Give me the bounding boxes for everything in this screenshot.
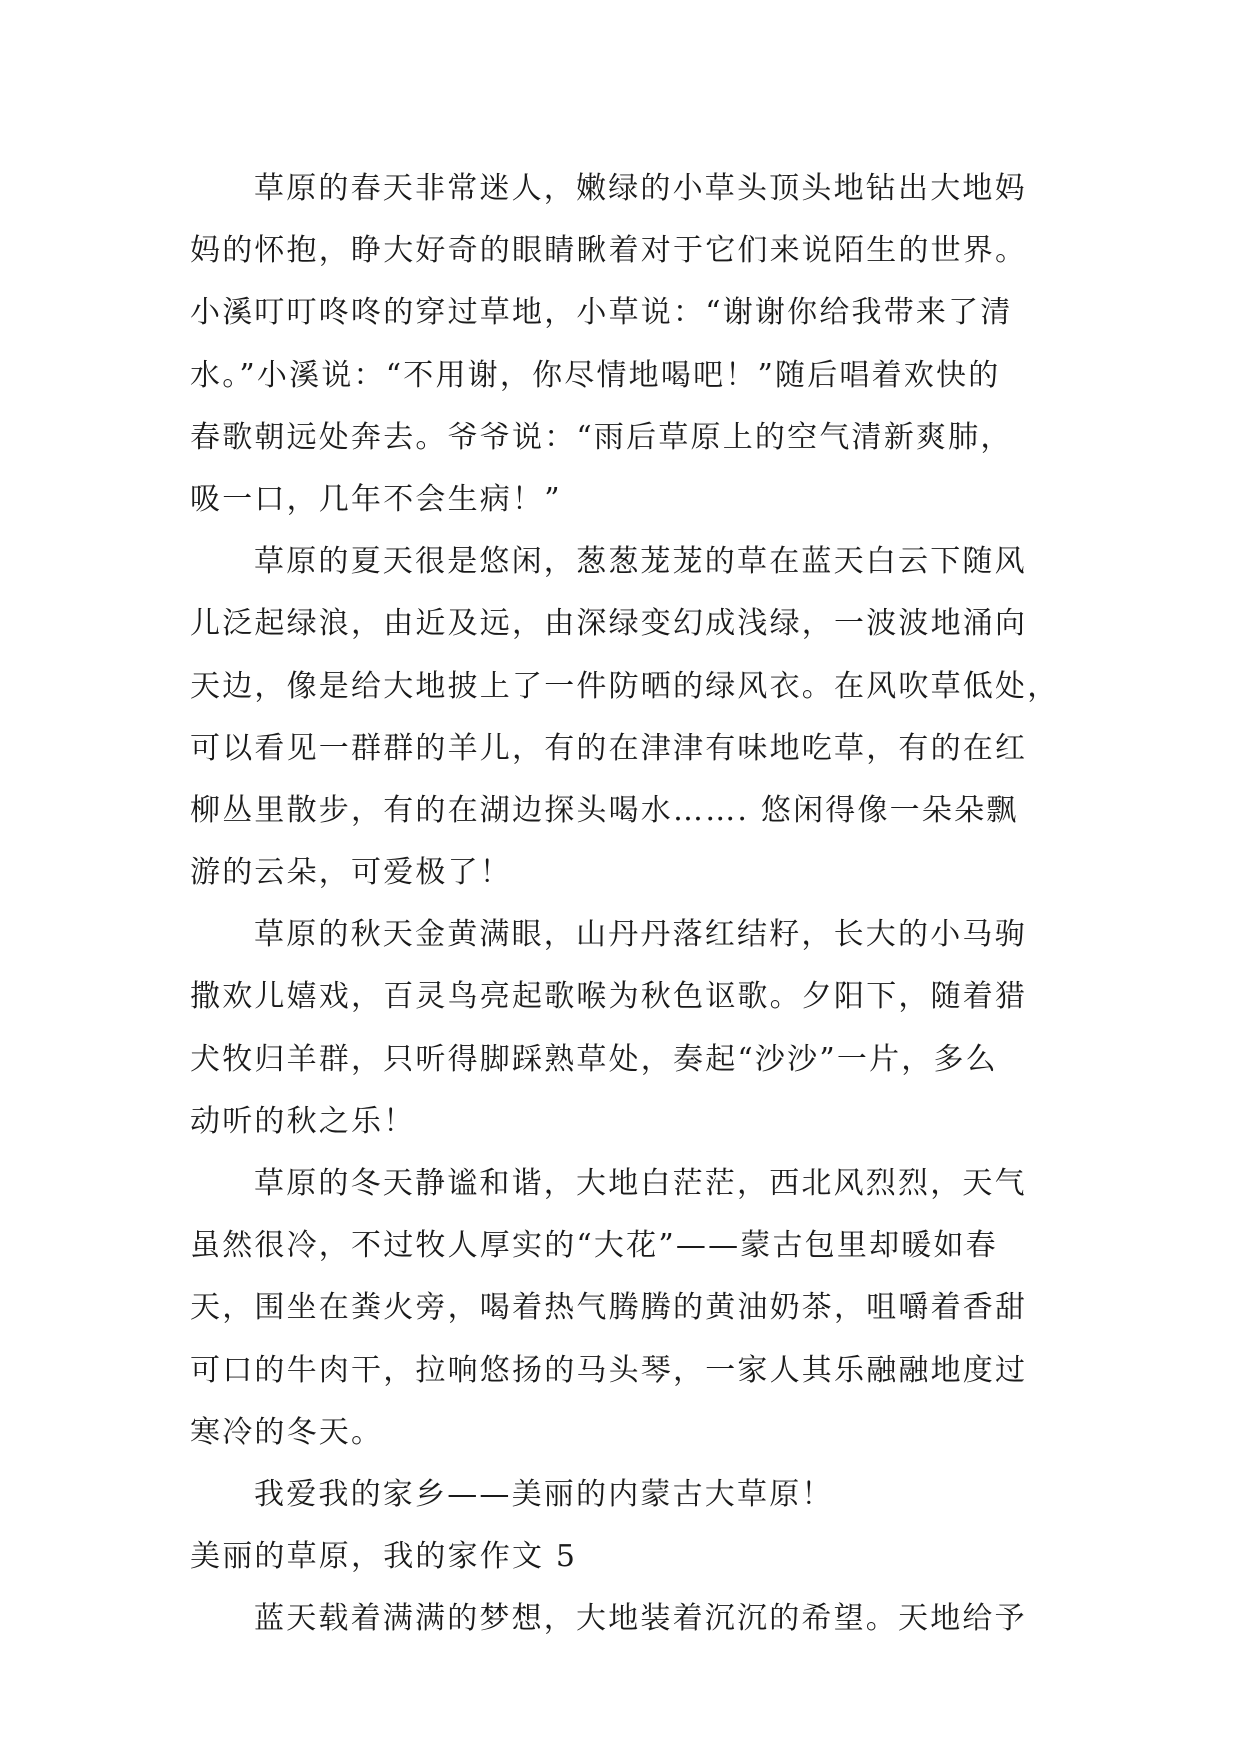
text-line: 游的云朵，可爱极了！ [190, 855, 512, 891]
text-line: 虽然很冷，不过牧人厚实的“大花”——蒙古包里却暖如春 [190, 1228, 998, 1264]
text-line: 寒冷的冬天。 [190, 1414, 384, 1450]
text-line: 我爱我的家乡——美丽的内蒙古大草原！ [254, 1476, 834, 1512]
text-line: 小溪叮叮咚咚的穿过草地，小草说：“谢谢你给我带来了清 [190, 295, 1013, 331]
text-line: 草原的春天非常迷人，嫩绿的小草头顶头地钻出大地妈 [254, 171, 1027, 206]
text-line: 春歌朝远处奔去。爷爷说：“雨后草原上的空气清新爽肺， [190, 419, 1013, 455]
text-line: 草原的夏天很是悠闲，葱葱茏茏的草在蓝天白云下随风 [254, 544, 1027, 580]
text-line: 草原的秋天金黄满眼，山丹丹落红结籽，长大的小马驹 [254, 917, 1027, 953]
text-line: 柳丛里散步，有的在湖边探头喝水……. 悠闲得像一朵朵飘 [190, 792, 1019, 828]
essay-text [190, 158, 1060, 1651]
text-line: 可以看见一群群的羊儿，有的在津津有味地吃草，有的在红 [190, 730, 1028, 766]
text-line: 草原的冬天静谧和谐，大地白茫茫，西北风烈烈，天气 [254, 1166, 1027, 1201]
text-line: 撒欢儿嬉戏，百灵鸟亮起歌喉为秋色讴歌。夕阳下，随着猎 [190, 979, 1028, 1015]
essay-heading: 美丽的草原，我的家作文 5 [190, 1539, 578, 1575]
text-line: 水。”小溪说：“不用谢，你尽情地喝吧！”随后唱着欢快的 [190, 357, 1001, 393]
text-line: 犬牧归羊群，只听得脚踩熟草处，奏起“沙沙”一片，多么 [190, 1041, 998, 1077]
text-line: 蓝天载着满满的梦想，大地装着沉沉的希望。天地给予 [254, 1601, 1027, 1637]
text-line: 妈的怀抱，睁大好奇的眼睛瞅着对于它们来说陌生的世界。 [190, 233, 1028, 269]
text-line: 动听的秋之乐！ [190, 1103, 416, 1139]
text-line: 天，围坐在粪火旁，喝着热气腾腾的黄油奶茶，咀嚼着香甜 [190, 1290, 1028, 1326]
text-line: 吸一口，几年不会生病！” [190, 481, 562, 517]
text-line: 天边，像是给大地披上了一件防晒的绿风衣。在风吹草低处， [190, 668, 1060, 704]
text-line: 儿泛起绿浪，由近及远，由深绿变幻成浅绿，一波波地涌向 [190, 606, 1028, 642]
text-line: 可口的牛肉干，拉响悠扬的马头琴，一家人其乐融融地度过 [190, 1352, 1028, 1388]
